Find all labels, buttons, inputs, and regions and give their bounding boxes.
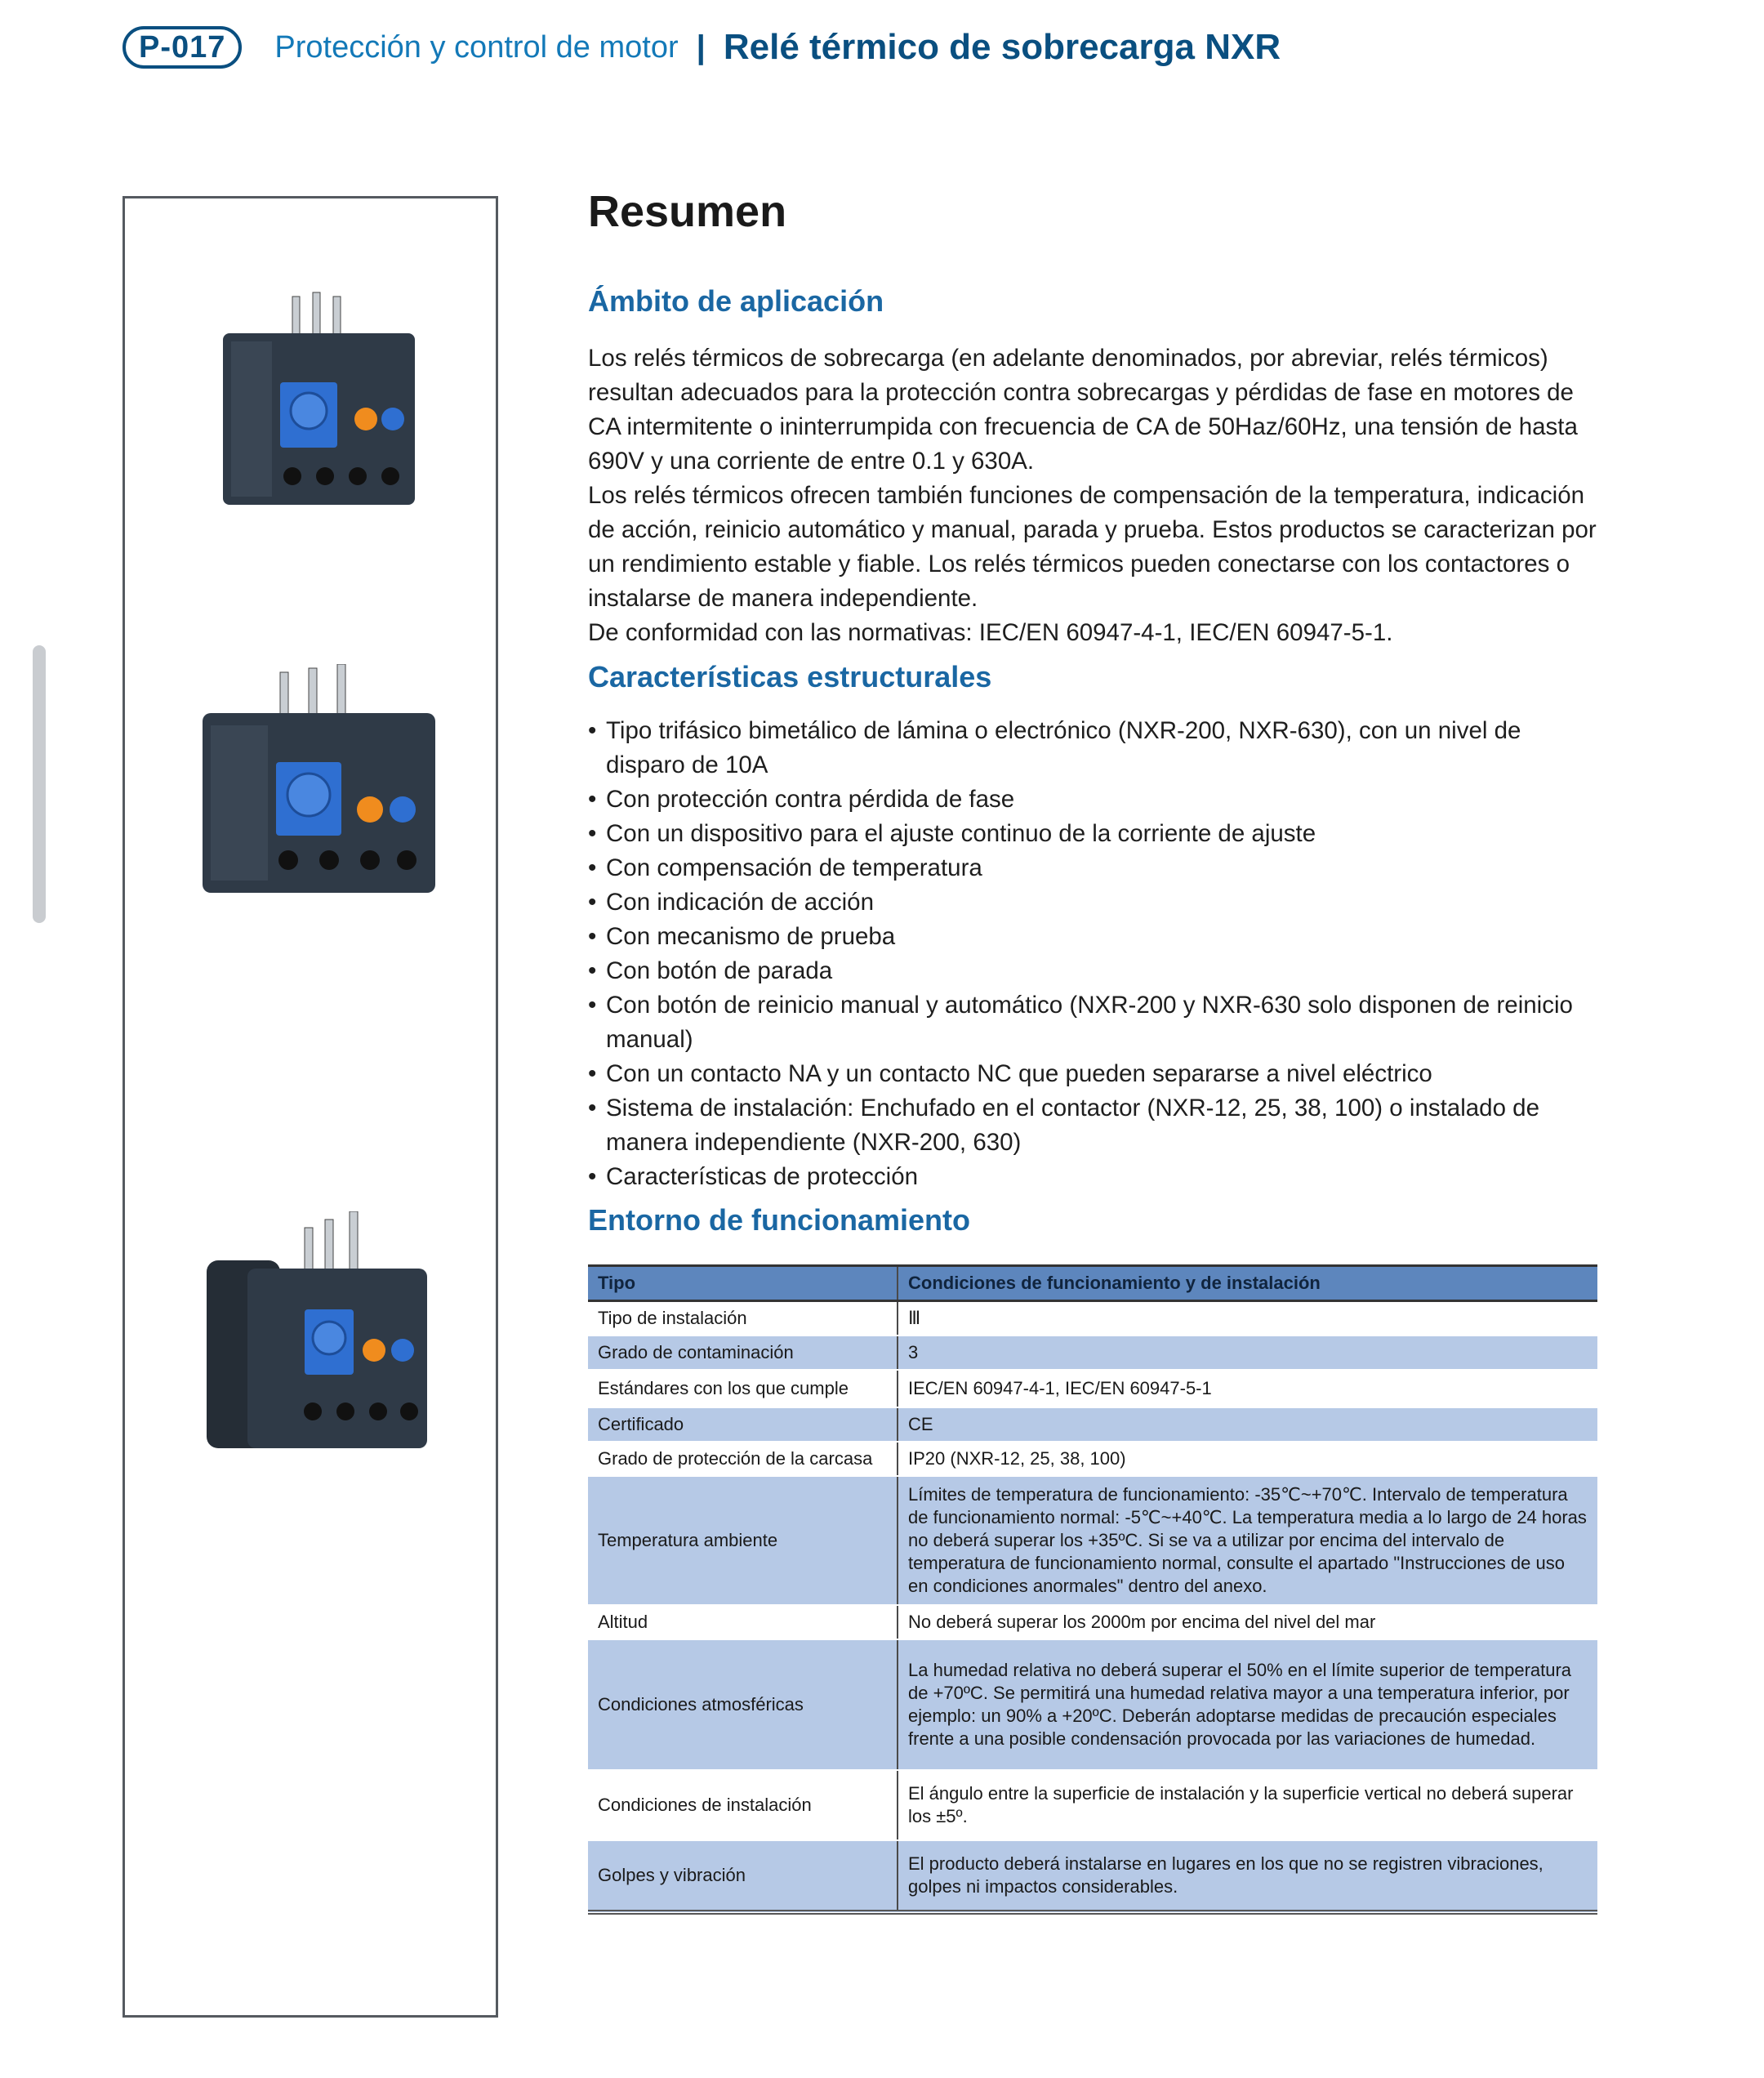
row-value: No deberá superar los 2000m por encima del nivel del mar: [898, 1605, 1597, 1639]
row-value: El ángulo entre la superficie de instalación y la superficie vertical no deberá superar los ±5º.: [898, 1770, 1597, 1840]
list-item: • Con botón de parada: [588, 957, 833, 984]
row-value: IEC/EN 60947-4-1, IEC/EN 60947-5-1: [898, 1370, 1597, 1407]
table-header-row: [588, 1266, 1597, 1301]
row-label: Certificado: [588, 1407, 898, 1442]
application-paragraph: Los relés térmicos de sobrecarga (en adelante denominados, por abreviar, relés térmicos) resultan adecuados para la protección contra sobrecargas y pérdidas de fase en motores de CA intermitente o ininterrumpida con frecuencia de CA de 50Haz/60Hz, una tensión de hasta 690V y una corriente de entre 0.1 y 630A.: [588, 345, 1578, 475]
features-heading: Características estructurales: [588, 660, 992, 693]
table-row: [588, 1605, 1597, 1639]
table-row: [588, 1639, 1597, 1770]
row-label: Condiciones de instalación: [588, 1770, 898, 1840]
row-value: El producto deberá instalarse en lugares en los que no se registren vibraciones, golpes ni impactos considerables.: [898, 1840, 1597, 1912]
table-row: [588, 1442, 1597, 1476]
column-header-type: Tipo: [588, 1266, 898, 1301]
table-row: [588, 1407, 1597, 1442]
list-item: • Características de protección: [588, 1163, 919, 1190]
environment-table: [588, 1264, 1597, 1915]
row-value: La humedad relativa no deberá superar el 50% en el límite superior de temperatura de +70ºC. Se permitirá una humedad relativa mayor a una temperatura inferior, por ejemplo: un 90% a +20ºC. Deberán adoptarse medidas de precaución especiales frente a una posible condensación provocada por las variaciones de humedad.: [898, 1639, 1597, 1770]
list-item: • Con mecanismo de prueba: [588, 923, 896, 950]
relay-image-1: [207, 288, 419, 525]
table-row: [588, 1336, 1597, 1370]
product-title: Relé térmico de sobrecarga NXR: [723, 27, 1281, 67]
page-code-badge: P-017: [122, 26, 242, 69]
column-header-conditions: Condiciones de funcionamiento y de instalación: [898, 1266, 1597, 1301]
scrollbar-thumb[interactable]: [33, 645, 46, 923]
features-list: [588, 714, 1601, 1194]
section-label: Protección y control de motor: [274, 29, 679, 65]
row-label: Tipo de instalación: [588, 1301, 898, 1336]
row-label: Temperatura ambiente: [588, 1476, 898, 1605]
row-label: Altitud: [588, 1605, 898, 1639]
row-label: Golpes y vibración: [588, 1840, 898, 1912]
summary-title: Resumen: [588, 187, 787, 236]
relay-image-3: [198, 1211, 435, 1456]
row-label: Condiciones atmosféricas: [588, 1639, 898, 1770]
page-header: [122, 25, 1281, 70]
list-item: • Con botón de reinicio manual y automático (NXR-200 y NXR-630 solo disponen de reinicio manual): [588, 992, 1573, 1053]
row-value: 3: [898, 1336, 1597, 1370]
table-row: [588, 1840, 1597, 1912]
list-item: • Con indicación de acción: [588, 889, 874, 916]
table-row: [588, 1476, 1597, 1605]
product-images-panel: [122, 196, 498, 2018]
table-row: [588, 1301, 1597, 1336]
table-row: [588, 1370, 1597, 1407]
table-row: [588, 1770, 1597, 1840]
relay-image-2: [194, 664, 439, 909]
row-value: IP20 (NXR-12, 25, 38, 100): [898, 1442, 1597, 1476]
row-label: Grado de protección de la carcasa: [588, 1442, 898, 1476]
list-item: • Con un dispositivo para el ajuste continuo de la corriente de ajuste: [588, 820, 1316, 847]
list-item: • Tipo trifásico bimetálico de lámina o electrónico (NXR-200, NXR-630), con un nivel de disparo de 10A: [588, 717, 1521, 778]
row-label: Grado de contaminación: [588, 1336, 898, 1370]
standards-paragraph: De conformidad con las normativas: IEC/EN 60947-4-1, IEC/EN 60947-5-1.: [588, 619, 1393, 646]
list-item: • Con compensación de temperatura: [588, 854, 982, 881]
row-label: Estándares con los que cumple: [588, 1370, 898, 1407]
row-value: Ⅲ: [898, 1301, 1597, 1336]
environment-heading: Entorno de funcionamiento: [588, 1203, 970, 1237]
list-item: • Sistema de instalación: Enchufado en el contactor (NXR-12, 25, 38, 100) o instalado de manera independiente (NXR-200, 630): [588, 1095, 1539, 1156]
list-item: • Con un contacto NA y un contacto NC que pueden separarse a nivel eléctrico: [588, 1060, 1432, 1087]
row-value: CE: [898, 1407, 1597, 1442]
application-heading: Ámbito de aplicación: [588, 284, 884, 318]
application-paragraph: Los relés térmicos ofrecen también funciones de compensación de la temperatura, indicación de acción, reinicio automático y manual, parada y prueba. Estos productos se caracterizan por un rendimiento estable y fiable. Los relés térmicos pueden conectarse con los contactores o instalarse de manera independiente.: [588, 482, 1597, 612]
application-text: [588, 341, 1601, 650]
list-item: • Con protección contra pérdida de fase: [588, 786, 1015, 813]
header-separator: |: [696, 29, 706, 65]
row-value: Límites de temperatura de funcionamiento: -35℃~+70℃. Intervalo de temperatura de funcionamiento normal: -5℃~+40℃. La temperatura media a lo largo de 24 horas no deberá superar los +35ºC. Si se va a utilizar por encima del intervalo de temperatura de funcionamiento normal, consulte el apartado "Instrucciones de uso en condiciones anormales" dentro del anexo.: [898, 1476, 1597, 1605]
